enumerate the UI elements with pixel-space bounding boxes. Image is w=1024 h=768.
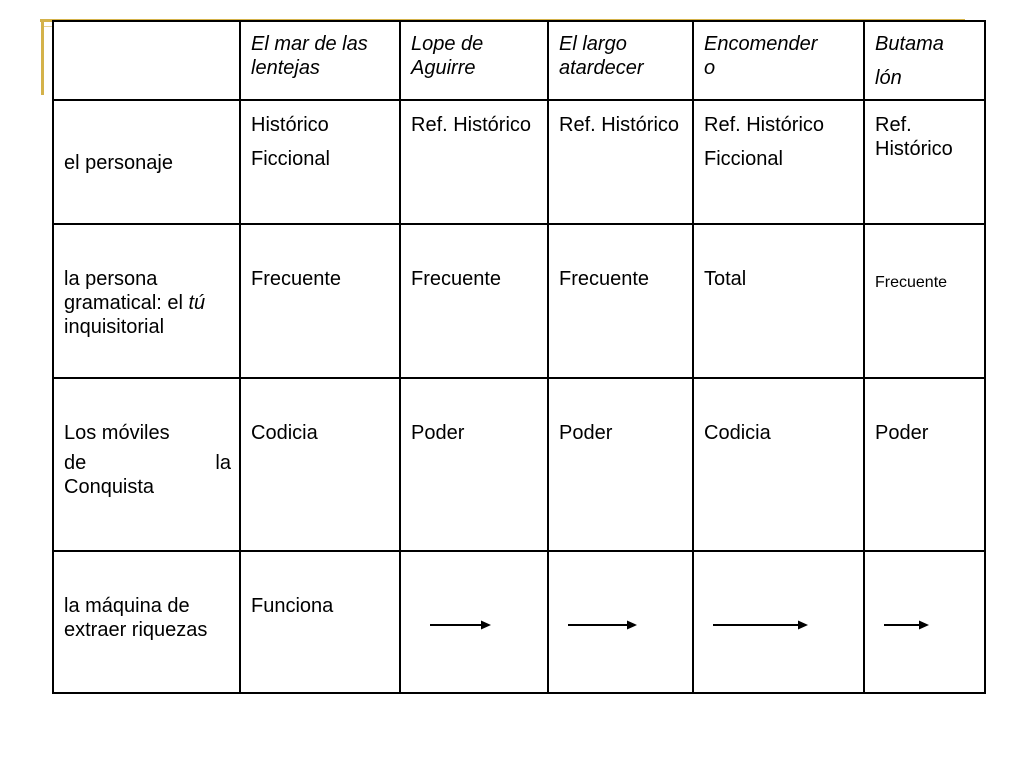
cell-text-historico: Histórico <box>251 114 329 136</box>
cell <box>240 100 400 224</box>
cell <box>400 224 548 378</box>
cell <box>693 378 864 551</box>
cell-text-ficcional: Ficcional <box>704 148 783 170</box>
row-label-part3: Conquista <box>64 476 155 498</box>
row-label-justified-line <box>64 451 231 475</box>
cell <box>240 224 400 378</box>
row-label-italic: tú <box>188 292 206 314</box>
header-cell-el-largo-atardecer: El largo atardecer <box>548 21 693 100</box>
cell <box>548 551 693 693</box>
row-label-part1: Los móviles <box>64 422 170 444</box>
header-butamalon-part2: lón <box>875 67 902 89</box>
row-label-cell <box>53 100 240 224</box>
header-encomendero-part2: o <box>704 57 716 79</box>
cell-text: Frecuente <box>411 268 502 290</box>
header-corner-cell <box>53 21 240 100</box>
header-cell-butamalon <box>864 21 985 100</box>
row-label-cell <box>53 551 240 693</box>
cell <box>400 551 548 693</box>
cell-text: Total <box>704 268 747 290</box>
cell <box>693 100 864 224</box>
row-label-cell <box>53 224 240 378</box>
decorative-gold-line-left <box>41 19 44 95</box>
cell-text: Funciona <box>251 595 334 617</box>
row-label-cell <box>53 378 240 551</box>
header-butamalon-part1: Butama <box>875 33 944 55</box>
row-label-word-de: de <box>64 452 87 474</box>
right-arrow-icon <box>429 618 539 632</box>
cell-text: Frecuente <box>559 268 650 290</box>
cell-text: Frecuente <box>875 274 948 291</box>
cell <box>548 100 693 224</box>
cell <box>548 378 693 551</box>
cell <box>864 378 985 551</box>
cell-text: Ref. Histórico <box>559 114 680 136</box>
row-label-word-la: la <box>215 452 231 474</box>
cell <box>693 224 864 378</box>
cell-text: Poder <box>559 422 613 444</box>
right-arrow-icon <box>883 618 976 632</box>
header-cell-encomendero <box>693 21 864 100</box>
header-row <box>53 21 985 100</box>
cell-text: Ref. Histórico <box>875 114 953 160</box>
cell-text: Poder <box>411 422 465 444</box>
cell-text: Poder <box>875 422 929 444</box>
header-cell-el-mar-de-las-lentejas: El mar de las lentejas <box>240 21 400 100</box>
cell-text: Ref. Histórico <box>411 114 532 136</box>
cell <box>864 224 985 378</box>
row-persona-gramatical <box>53 224 985 378</box>
cell <box>693 551 864 693</box>
cell <box>864 551 985 693</box>
cell-text-ficcional: Ficcional <box>251 148 330 170</box>
cell <box>240 378 400 551</box>
cell-text: Codicia <box>704 422 771 444</box>
cell <box>548 224 693 378</box>
cell-text: Frecuente <box>251 268 342 290</box>
row-label: el personaje <box>64 152 173 174</box>
row-moviles-conquista <box>53 378 985 551</box>
cell-text: Codicia <box>251 422 318 444</box>
header-encomendero-part1: Encomender <box>704 33 818 55</box>
cell <box>864 100 985 224</box>
cell <box>400 100 548 224</box>
row-el-personaje <box>53 100 985 224</box>
comparison-table <box>52 20 986 694</box>
row-label-part1: la persona gramatical: el <box>64 268 189 314</box>
row-label-part2: inquisitorial <box>64 316 165 338</box>
row-label: la máquina de extraer riquezas <box>64 595 208 641</box>
right-arrow-icon <box>567 618 684 632</box>
cell-text-ref-historico: Ref. Histórico <box>704 114 825 136</box>
header-cell-lope-de-aguirre: Lope de Aguirre <box>400 21 548 100</box>
cell <box>400 378 548 551</box>
row-maquina-extraer-riquezas <box>53 551 985 693</box>
cell <box>240 551 400 693</box>
right-arrow-icon <box>712 618 855 632</box>
